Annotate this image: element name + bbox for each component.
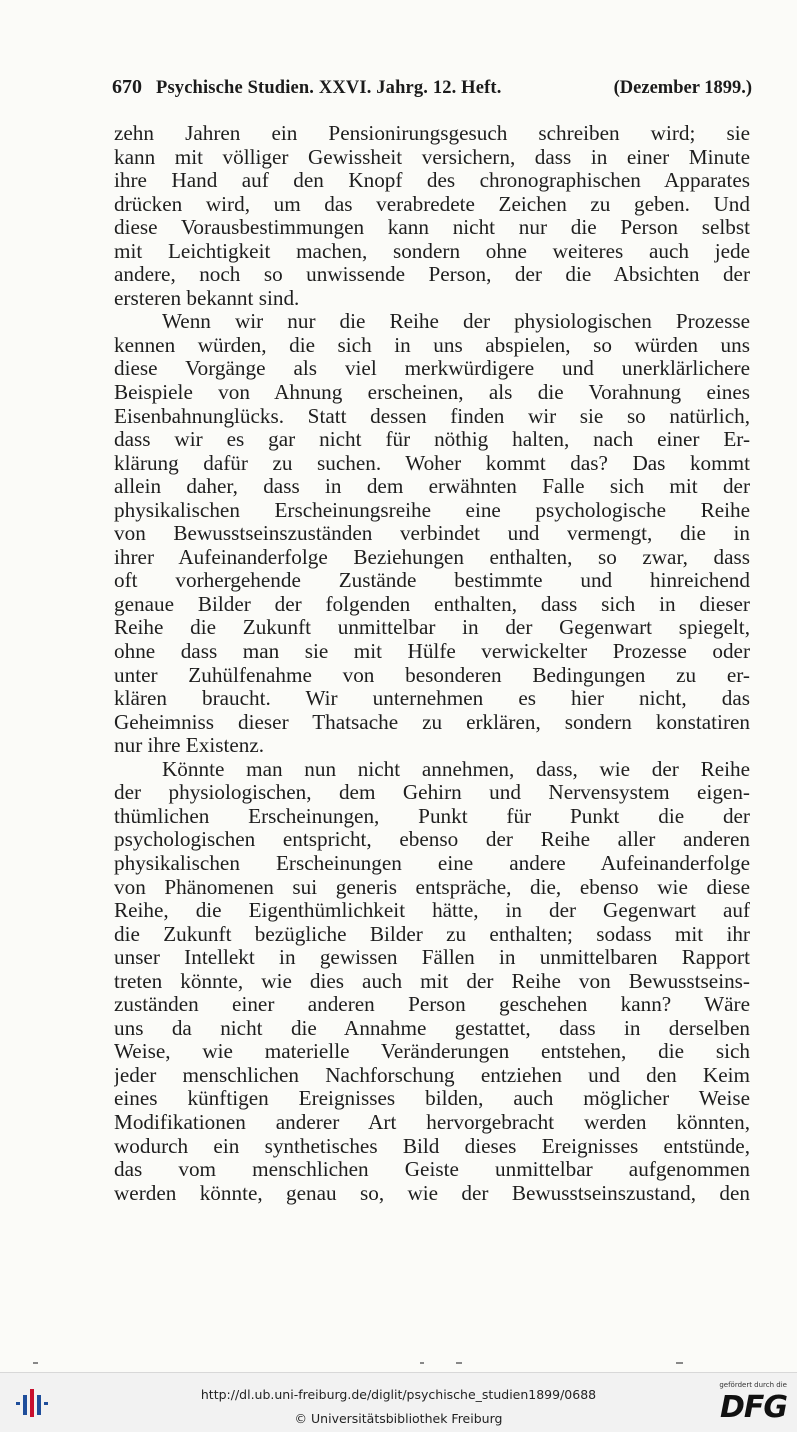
viewer-footer [0, 1372, 797, 1432]
text-line: nur ihre Existenz. [114, 734, 265, 758]
text-line: ihrer Aufeinanderfolge Beziehungen enthalten, so zwar, dass [114, 545, 750, 569]
dfg-logo: DFG [719, 1390, 787, 1425]
text-line: die Zukunft bezügliche Bilder zu enthalten; sodass mit ihr [114, 922, 750, 946]
text-line: mit Leichtigkeit machen, sondern ohne weiteres auch jede [114, 239, 750, 263]
running-header [112, 76, 752, 99]
text-line: Beispiele von Ahnung erscheinen, als die Vorahnung eines [114, 381, 750, 405]
text-line: ersteren bekannt sind. [114, 286, 300, 310]
text-line: allein daher, dass in dem erwähnten Falle sich mit der [114, 475, 750, 499]
text-line: der physiologischen, dem Gehirn und Nervensystem eigen- [114, 781, 750, 805]
page-url-link[interactable]: http://dl.ub.uni-freiburg.de/diglit/psychische_studien1899/0688 [200, 1387, 597, 1402]
text-line: dass wir es gar nicht für nöthig halten, nach einer Er- [114, 428, 750, 452]
text-line: zehn Jahren ein Pensionirungsgesuch schreiben wird; sie [114, 122, 750, 145]
text-line: wodurch ein synthetisches Bild dieses Ereignisses entstünde, [114, 1134, 750, 1158]
text-line: kennen würden, die sich in uns abspielen, so würden uns [114, 333, 750, 357]
text-line: unter Zuhülfenahme von besonderen Bedingungen zu er- [114, 663, 750, 687]
text-line: psychologischen entspricht, ebenso der Reihe aller anderen [114, 828, 750, 852]
text-line: drücken wird, um das verabredete Zeichen zu geben. Und [114, 192, 750, 216]
text-line: eines künftigen Ereignisses bilden, auch möglicher Weise [114, 1087, 750, 1111]
issue-date: (Dezember 1899.) [613, 78, 752, 98]
text-line: Könnte man nun nicht annehmen, dass, wie der Reihe [162, 757, 750, 781]
text-line: klären braucht. Wir unternehmen es hier nicht, das [114, 687, 750, 711]
copyright-notice: © Universitätsbibliothek Freiburg [294, 1411, 503, 1426]
text-line: klärung dafür zu suchen. Woher kommt das? Das kommt [114, 451, 750, 475]
text-line: von Bewusstseinszuständen verbindet und vermengt, die in [114, 522, 750, 546]
funding-note: gefördert durch die [719, 1381, 787, 1389]
text-line: Modifikationen anderer Art hervorgebracht werden könnten, [114, 1110, 750, 1134]
text-line: Geheimniss dieser Thatsache zu erklären, sondern konstatiren [114, 710, 750, 734]
text-line: ohne dass man sie mit Hülfe verwickelter Prozesse oder [114, 640, 750, 664]
text-line: zuständen einer anderen Person geschehen kann? Wäre [114, 993, 750, 1017]
text-line: Weise, wie materielle Veränderungen entstehen, die sich [114, 1040, 750, 1064]
text-line: andere, noch so unwissende Person, der die Absichten der [114, 263, 750, 287]
text-line: unser Intellekt in gewissen Fällen in unmittelbaren Rapport [114, 946, 750, 970]
text-line: kann mit völliger Gewissheit versichern, dass in einer Minute [114, 145, 750, 169]
text-line: physikalischen Erscheinungen eine andere Aufeinanderfolge [114, 851, 750, 875]
scan-artifact [33, 1362, 38, 1364]
page-number: 670 [112, 76, 142, 98]
text-line: diese Vorgänge als viel merkwürdigere und unerklärlichere [114, 357, 750, 381]
text-line: Reihe die Zukunft unmittelbar in der Gegenwart spiegelt, [114, 616, 750, 640]
text-line: Wenn wir nur die Reihe der physiologischen Prozesse [162, 310, 750, 334]
text-line: physikalischen Erscheinungsreihe eine psychologische Reihe [114, 498, 750, 522]
journal-title: Psychische Studien. XXVI. Jahrg. 12. Heft. [156, 78, 502, 98]
text-line: thümlichen Erscheinungen, Punkt für Punkt die der [114, 804, 750, 828]
scan-artifact [676, 1362, 683, 1364]
scan-artifact [420, 1362, 424, 1364]
text-line: oft vorhergehende Zustände bestimmte und hinreichend [114, 569, 750, 593]
text-line: das vom menschlichen Geiste unmittelbar aufgenommen [114, 1158, 750, 1182]
text-line: uns da nicht die Annahme gestattet, dass in derselben [114, 1016, 750, 1040]
text-line: ihre Hand auf den Knopf des chronographischen Apparates [114, 169, 750, 193]
text-line: von Phänomenen sui generis entspräche, die, ebenso wie diese [114, 875, 750, 899]
text-line: werden könnte, genau so, wie der Bewusstseinszustand, den [114, 1181, 750, 1205]
text-line: diese Vorausbestimmungen kann nicht nur die Person selbst [114, 216, 750, 240]
text-line: Eisenbahnunglücks. Statt dessen finden wir sie so natürlich, [114, 404, 750, 428]
text-line: genaue Bilder der folgenden enthalten, dass sich in dieser [114, 592, 750, 616]
body-text [114, 122, 750, 1205]
text-line: treten könnte, wie dies auch mit der Reihe von Bewusstseins- [114, 969, 750, 993]
text-line: jeder menschlichen Nachforschung entziehen und den Keim [114, 1063, 750, 1087]
text-line: Reihe, die Eigenthümlichkeit hätte, in der Gegenwart auf [114, 899, 750, 923]
scan-artifact [456, 1362, 462, 1364]
